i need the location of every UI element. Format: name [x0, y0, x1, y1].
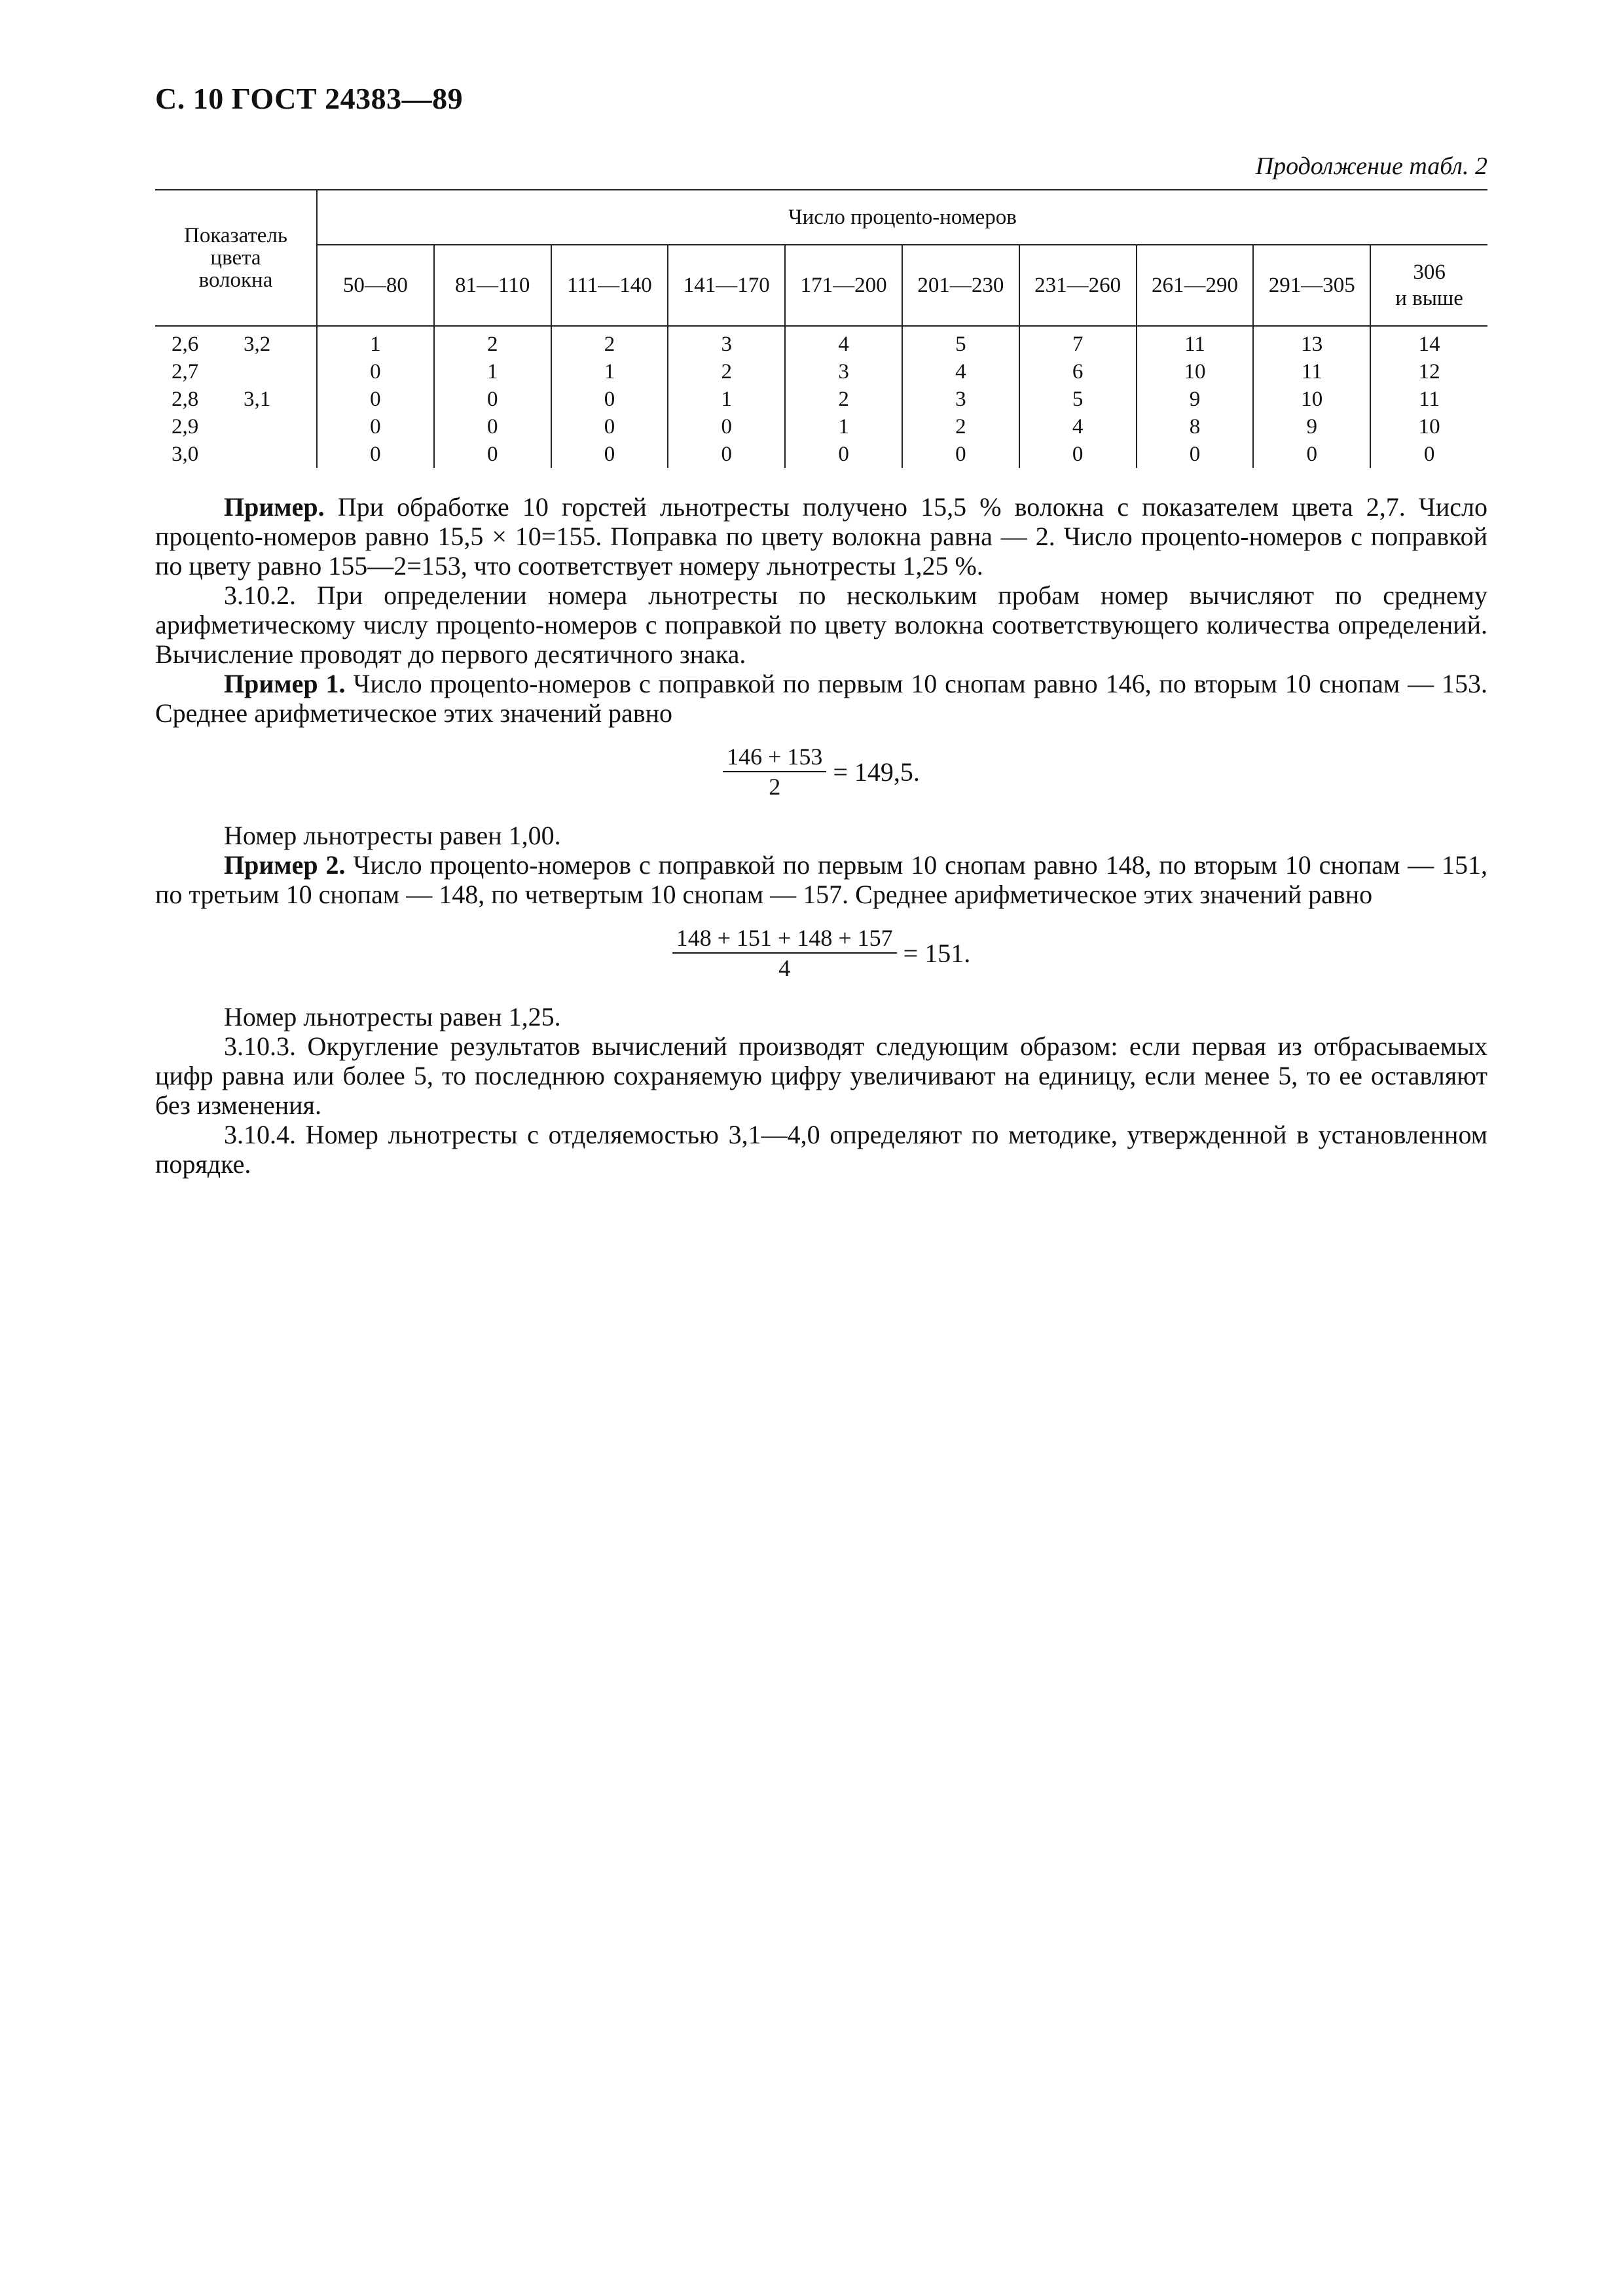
range-header-row: [155, 245, 1487, 326]
paragraph-3-10-4: 3.10.4. Номер льнотресты с отделяемостью 3,1—4,0 определяют по методике, утвержденной в установленном порядке.: [155, 1120, 1487, 1179]
example-1-label: Пример 1.: [224, 669, 346, 698]
indicator-header: Показатель цвета волокна: [155, 190, 317, 326]
table-cell: 9: [1137, 386, 1254, 413]
table-cell: 0: [1137, 440, 1254, 468]
table-row: [155, 386, 1487, 413]
column-header-2: 111—140: [551, 245, 668, 326]
table-cell: 13: [1253, 326, 1370, 358]
table-cell: 1: [785, 413, 902, 440]
table-cell: 4: [1019, 413, 1137, 440]
table-body: [155, 326, 1487, 468]
table-row: [155, 358, 1487, 386]
table-cell: 5: [902, 326, 1019, 358]
column-header-3: 141—170: [668, 245, 785, 326]
table-cell: 7: [1019, 326, 1137, 358]
table-cell: 1: [551, 358, 668, 386]
table-cell: 4: [785, 326, 902, 358]
table-cell: 0: [551, 413, 668, 440]
table-cell: 0: [317, 386, 434, 413]
indicator-cell: 2,7: [155, 358, 317, 386]
table-cell: 6: [1019, 358, 1137, 386]
table-cell: 0: [551, 386, 668, 413]
table-cell: 3: [785, 358, 902, 386]
table-cell: 5: [1019, 386, 1137, 413]
table-row: [155, 326, 1487, 358]
table-cell: 2: [902, 413, 1019, 440]
data-table: [155, 189, 1487, 468]
column-header-6: 231—260: [1019, 245, 1137, 326]
table-cell: 11: [1137, 326, 1254, 358]
formula-1-fraction: $\frac{146 + 153}{2}$: [723, 742, 826, 801]
column-header-4: 171—200: [785, 245, 902, 326]
table-cell: 8: [1137, 413, 1254, 440]
table-cell: 1: [317, 326, 434, 358]
table-cell: 2: [785, 386, 902, 413]
table-cell: 4: [902, 358, 1019, 386]
example-2-result: Номер льнотресты равен 1,25.: [224, 1002, 561, 1031]
table-row: [155, 440, 1487, 468]
table-cell: 0: [668, 440, 785, 468]
table-cell: 10: [1418, 415, 1440, 439]
table-cell: 11: [1419, 387, 1440, 411]
indicator-cell: 2,9: [155, 413, 317, 440]
column-header-7: 261—290: [1137, 245, 1254, 326]
body-text: [155, 492, 1487, 1179]
example-paragraph: Пример. При обработке 10 горстей льнотресты получено 15,5 % волокна с показателем цвета 2,7. Число процento-номеров равно 15,5 × 10=155. Поправка по цвету волокна равна — 2. Число процento-номеров с поправкой по цвету равно 155—2=153, что соответствует номеру льнотресты 1,25 %.: [155, 492, 1487, 581]
indicator-cell: 2,8 3,1: [155, 386, 317, 413]
indicator-cell: 3,0: [155, 440, 317, 468]
example-2-paragraph: Пример 2. Число процento-номеров с поправкой по первым 10 снопам равно 148, по вторым 10 снопам — 151, по третьим 10 снопам — 148, по четвертым 10 снопам — 157. Среднее арифметическое этих значений равно: [155, 850, 1488, 909]
table-cell: 0: [668, 413, 785, 440]
page-header: С. 10 ГОСТ 24383—89: [155, 82, 464, 115]
table-cell: 11: [1253, 358, 1370, 386]
table-cell: 2: [551, 326, 668, 358]
table-cell: 10: [1253, 386, 1370, 413]
table-cell: 0: [434, 440, 551, 468]
table-cell: 0: [785, 440, 902, 468]
paragraph-3-10-2: 3.10.2. При определении номера льнотресты по нескольким пробам номер вычисляют по среднему арифметическому числу процento-номеров с поправкой по цвету волокна соответствующего количества определений. Вычисление проводят до первого десятичного знака.: [155, 581, 1487, 669]
formula-1: $\frac{146 + 153}{2}$ = 149,5.: [155, 742, 1487, 801]
table-cell: 2: [668, 358, 785, 386]
table-cell: 3: [668, 326, 785, 358]
table-cell: 0: [434, 413, 551, 440]
example-1-paragraph: Пример 1. Число процento-номеров с поправкой по первым 10 снопам равно 146, по вторым 10 снопам — 153. Среднее арифметическое этих значений равно: [155, 669, 1488, 728]
formula-2-fraction: $\frac{148 + 151 + 148 + 157}{4}$: [672, 924, 897, 982]
table-caption: Продолжение табл. 2: [1255, 152, 1487, 180]
table-cell: 12: [1418, 360, 1440, 384]
indicator-cell: 2,6 3,2: [155, 326, 317, 358]
table-cell: 0: [1423, 442, 1435, 466]
table-cell: 0: [902, 440, 1019, 468]
column-header-1: 81—110: [434, 245, 551, 326]
column-header-9: 306 и выше: [1370, 245, 1487, 326]
paragraph-3-10-3: 3.10.3. Округление результатов вычислений производят следующим образом: если первая из отбрасываемых цифр равна или более 5, то последнюю сохраняемую цифру увеличивают на единицу, если менее 5, то ее оставляют без изменения.: [155, 1031, 1487, 1120]
table-cell: 0: [317, 358, 434, 386]
table-cell: 10: [1137, 358, 1254, 386]
table-cell: 0: [434, 386, 551, 413]
column-header-5: 201—230: [902, 245, 1019, 326]
formula-2: $\frac{148 + 151 + 148 + 157}{4}$ = 151.: [155, 924, 1487, 982]
table-cell: 0: [317, 413, 434, 440]
table-cell: 0: [551, 440, 668, 468]
table-cell: 0: [1019, 440, 1137, 468]
table-cell: 1: [668, 386, 785, 413]
table-cell: 0: [1253, 440, 1370, 468]
example-2-label: Пример 2.: [224, 850, 346, 880]
example-label: Пример.: [224, 492, 325, 522]
column-header-0: 50—80: [317, 245, 434, 326]
column-header-8: 291—305: [1253, 245, 1370, 326]
table-row: [155, 413, 1487, 440]
table-cell: 9: [1253, 413, 1370, 440]
table-cell: 0: [317, 440, 434, 468]
table-cell: 1: [434, 358, 551, 386]
table-cell: 3: [902, 386, 1019, 413]
table-cell: 2: [434, 326, 551, 358]
group-header: Число процento-номеров: [317, 190, 1487, 245]
example-1-result: Номер льнотресты равен 1,00.: [224, 821, 561, 850]
table-cell: 14: [1418, 332, 1440, 356]
